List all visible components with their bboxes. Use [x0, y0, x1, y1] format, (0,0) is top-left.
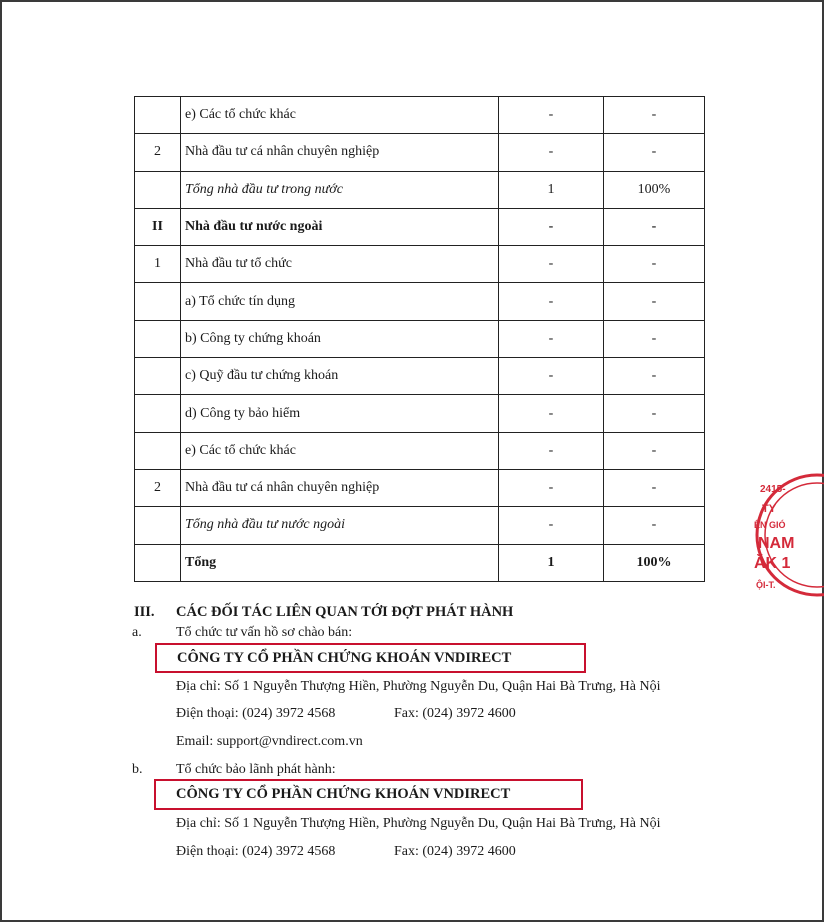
seal-text-2: TY — [762, 503, 777, 515]
table-row — [135, 395, 705, 432]
row-quantity: - — [499, 507, 604, 544]
row-percentage: 100% — [604, 544, 705, 581]
subsection-b-title: Tổ chức bảo lãnh phát hành: — [176, 762, 336, 777]
company-a-name: CÔNG TY CỔ PHẦN CHỨNG KHOÁN VNDIRECT — [177, 649, 512, 666]
company-b-phone: Điện thoại: (024) 3972 4568 — [176, 844, 336, 859]
row-label: Nhà đầu tư tổ chức — [181, 246, 499, 283]
row-index: 2 — [135, 134, 181, 171]
company-b-fax: Fax: (024) 3972 4600 — [394, 844, 516, 859]
section-number: III. — [134, 604, 155, 620]
row-label: Nhà đầu tư cá nhân chuyên nghiệp — [181, 469, 499, 506]
row-label: Nhà đầu tư nước ngoài — [181, 208, 499, 245]
row-quantity: - — [499, 395, 604, 432]
company-a-phone: Điện thoại: (024) 3972 4568 — [176, 706, 336, 721]
seal-text-3: ỆN GIÓ — [754, 520, 786, 530]
section-heading — [134, 604, 513, 621]
company-seal — [752, 470, 824, 600]
subsection-a-title: Tổ chức tư vấn hồ sơ chào bán: — [176, 625, 353, 640]
section-title: CÁC ĐỐI TÁC LIÊN QUAN TỚI ĐỢT PHÁT HÀNH — [176, 604, 514, 620]
row-label: Tổng nhà đầu tư nước ngoài — [181, 507, 499, 544]
row-index — [135, 432, 181, 469]
row-percentage: - — [604, 134, 705, 171]
table-row — [135, 246, 705, 283]
row-label: Tổng — [181, 544, 499, 581]
table-row — [135, 358, 705, 395]
row-index — [135, 395, 181, 432]
row-quantity: - — [499, 134, 604, 171]
seal-graphic — [752, 470, 824, 600]
row-index — [135, 507, 181, 544]
row-percentage: 100% — [604, 171, 705, 208]
company-a-address: Địa chỉ: Số 1 Nguyễn Thượng Hiền, Phường Nguyễn Du, Quận Hai Bà Trưng, Hà Nội — [176, 679, 661, 694]
row-label: Tổng nhà đầu tư trong nước — [181, 171, 499, 208]
row-label: d) Công ty bảo hiểm — [181, 395, 499, 432]
company-b-highlight — [154, 779, 583, 810]
row-index — [135, 283, 181, 320]
row-quantity: - — [499, 97, 604, 134]
row-quantity: - — [499, 320, 604, 357]
row-percentage: - — [604, 320, 705, 357]
row-percentage: - — [604, 469, 705, 506]
row-label: a) Tổ chức tín dụng — [181, 283, 499, 320]
row-label: e) Các tổ chức khác — [181, 97, 499, 134]
seal-text-5: ĂK 1 — [754, 555, 791, 572]
table-row — [135, 320, 705, 357]
row-label: b) Công ty chứng khoán — [181, 320, 499, 357]
row-quantity: - — [499, 283, 604, 320]
row-index: II — [135, 208, 181, 245]
row-quantity: - — [499, 432, 604, 469]
row-percentage: - — [604, 507, 705, 544]
table-row — [135, 507, 705, 544]
table-row — [135, 171, 705, 208]
row-percentage: - — [604, 97, 705, 134]
row-label: e) Các tổ chức khác — [181, 432, 499, 469]
row-quantity: - — [499, 469, 604, 506]
row-quantity: 1 — [499, 171, 604, 208]
row-percentage: - — [604, 358, 705, 395]
row-index — [135, 97, 181, 134]
seal-text-6: ỘI-T. — [756, 580, 776, 590]
table-row — [135, 208, 705, 245]
company-a-fax: Fax: (024) 3972 4600 — [394, 706, 516, 721]
row-label: c) Quỹ đầu tư chứng khoán — [181, 358, 499, 395]
row-quantity: - — [499, 358, 604, 395]
table-row — [135, 134, 705, 171]
row-percentage: - — [604, 246, 705, 283]
table-row — [135, 283, 705, 320]
investor-table — [134, 96, 705, 582]
row-index — [135, 358, 181, 395]
seal-text-1: 2415- — [760, 484, 786, 495]
table-row — [135, 469, 705, 506]
seal-text-4: NAM — [758, 535, 795, 552]
row-percentage: - — [604, 208, 705, 245]
table-row — [135, 97, 705, 134]
company-b-address: Địa chỉ: Số 1 Nguyễn Thượng Hiền, Phường Nguyễn Du, Quận Hai Bà Trưng, Hà Nội — [176, 816, 661, 831]
row-index: 1 — [135, 246, 181, 283]
company-a-email: Email: support@vndirect.com.vn — [176, 734, 363, 749]
row-quantity: 1 — [499, 544, 604, 581]
company-b-name: CÔNG TY CỔ PHẦN CHỨNG KHOÁN VNDIRECT — [176, 786, 511, 802]
company-a-highlight — [155, 643, 586, 673]
subsection-b-label: b. — [132, 762, 143, 777]
row-index: 2 — [135, 469, 181, 506]
row-quantity: - — [499, 208, 604, 245]
row-index — [135, 320, 181, 357]
table-row — [135, 544, 705, 581]
row-index — [135, 544, 181, 581]
row-percentage: - — [604, 283, 705, 320]
row-index — [135, 171, 181, 208]
table-row — [135, 432, 705, 469]
row-quantity: - — [499, 246, 604, 283]
row-label: Nhà đầu tư cá nhân chuyên nghiệp — [181, 134, 499, 171]
row-percentage: - — [604, 395, 705, 432]
subsection-a-label: a. — [132, 625, 142, 640]
row-percentage: - — [604, 432, 705, 469]
